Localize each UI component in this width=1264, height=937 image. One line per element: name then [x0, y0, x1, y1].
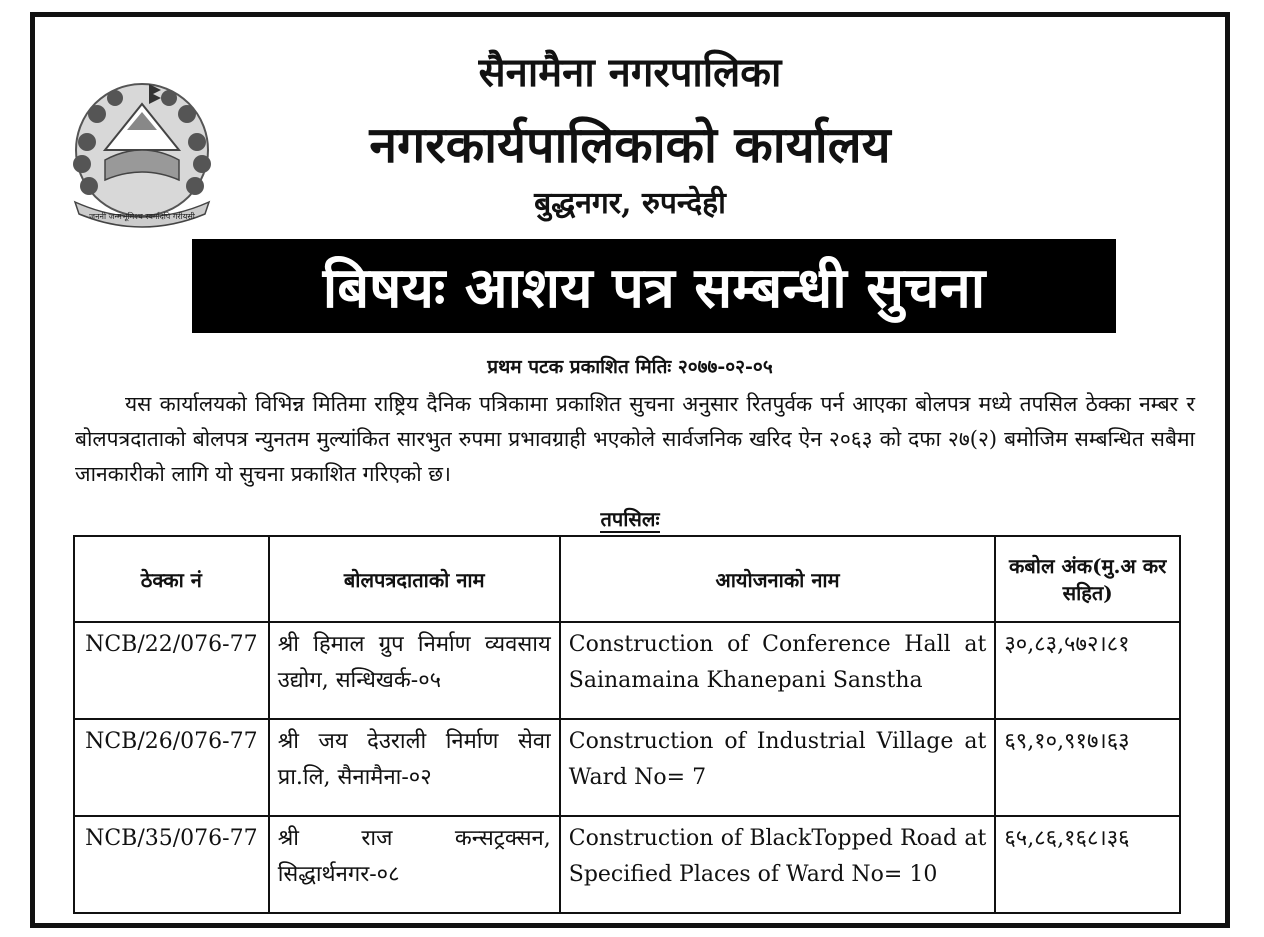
details-table: [73, 535, 1181, 914]
published-date: प्रथम पटक प्रकाशित मितिः २०७७-०२-०५: [487, 356, 773, 378]
header-bidder: बोलपत्रदाताको नाम: [269, 536, 560, 622]
header-amount: कबोल अंक(मु.अ कर सहित): [995, 536, 1180, 622]
table-row: [74, 816, 1180, 913]
table-row: [74, 622, 1180, 719]
table-header-row: [74, 536, 1180, 622]
details-heading: [35, 505, 1225, 532]
cell-contract-no: NCB/22/076-77: [74, 622, 269, 719]
cell-amount: ३०,८३,५७२।८१: [995, 622, 1180, 719]
cell-project: Construction of BlackTopped Road at Specified Places of Ward No= 10: [560, 816, 996, 913]
subject-banner: [192, 239, 1116, 333]
cell-bidder: श्री जय देउराली निर्माण सेवा प्रा.लि, सैनामैना-०२: [269, 719, 560, 816]
cell-project: Construction of Industrial Village at Ward No= 7: [560, 719, 996, 816]
cell-contract-no: NCB/26/076-77: [74, 719, 269, 816]
header-contract-no: ठेक्का नं: [74, 536, 269, 622]
cell-contract-no: NCB/35/076-77: [74, 816, 269, 913]
office-name: नगरकार्यपालिकाको कार्यालय: [369, 115, 891, 174]
table-row: [74, 719, 1180, 816]
office-address: बुद्धनगर, रुपन्देही: [534, 186, 726, 221]
cell-bidder: श्री राज कन्सट्रक्सन, सिद्धार्थनगर-०८: [269, 816, 560, 913]
cell-bidder: श्री हिमाल ग्रुप निर्माण व्यवसाय उद्योग, सन्धिखर्क-०५: [269, 622, 560, 719]
emblem-motto: जननी जन्मभूमिश्च स्वर्गादपि गरीयसी: [89, 212, 195, 221]
municipality-name: सैनामैना नगरपालिका: [478, 49, 782, 96]
cell-project: Construction of Conference Hall at Sainamaina Khanepani Sanstha: [560, 622, 996, 719]
notice-body: यस कार्यालयको विभिन्न मितिमा राष्ट्रिय दैनिक पत्रिकामा प्रकाशित सुचना अनुसार रितपुर्वक पर्न आएका बोलपत्र मध्ये तपसिल ठेक्का नम्बर र बोलपत्रदाताको बोलपत्र न्युनतम मुल्यांकित सारभुत रुपमा प्रभावग्राही भएकोले सार्वजनिक खरिद ऐन २०६३ को दफा २७(२) बमोजिम सम्बन्धित सबैमा जानकारीको लागि यो सुचना प्रकाशित गरिएको छ।: [75, 392, 1195, 486]
header-project: आयोजनाको नाम: [560, 536, 996, 622]
details-heading-label: तपसिलः: [600, 507, 660, 531]
cell-amount: ६९,१०,९१७।६३: [995, 719, 1180, 816]
subject-title: बिषयः आशय पत्र सम्बन्धी सुचना: [322, 255, 986, 321]
cell-amount: ६५,८६,१६८।३६: [995, 816, 1180, 913]
notice-frame: [30, 12, 1230, 928]
